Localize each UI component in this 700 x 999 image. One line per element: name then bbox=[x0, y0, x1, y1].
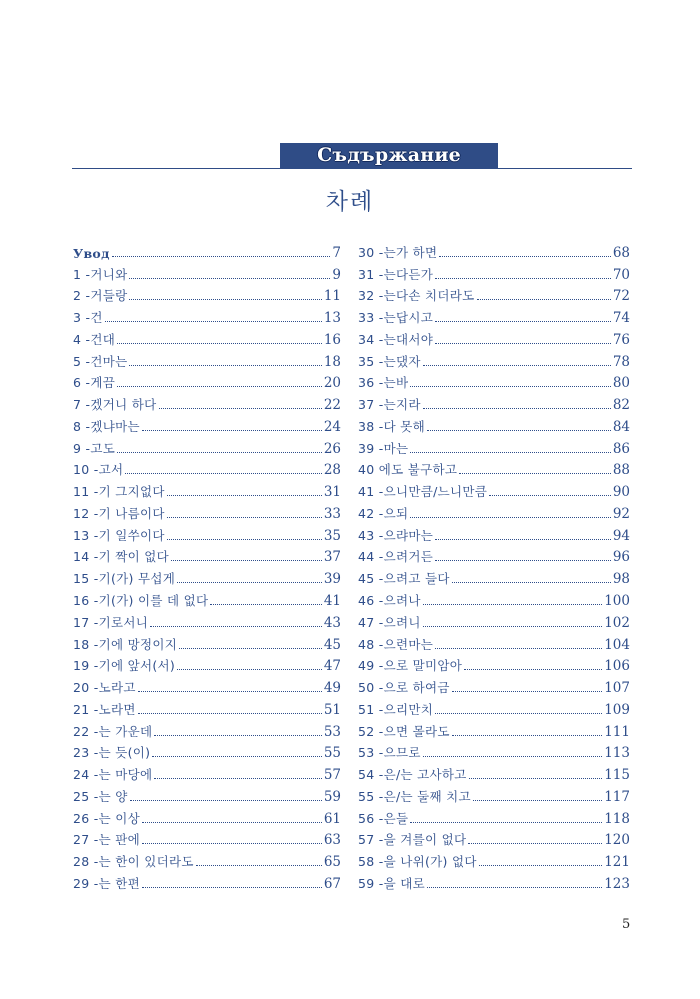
toc-entry bbox=[73, 827, 341, 849]
toc-entry-title: 40 에도 불구하고 bbox=[358, 462, 458, 478]
toc-entry-title: 34 -는대서야 bbox=[358, 331, 434, 347]
toc-entry-title: 35 -는댔자 bbox=[358, 353, 421, 369]
toc-entry-title: 31 -는다든가 bbox=[358, 266, 434, 282]
toc-entry bbox=[358, 761, 630, 783]
heading-text: Съдържание bbox=[317, 144, 461, 166]
heading-rule bbox=[72, 168, 632, 169]
toc-entry-page: 20 bbox=[323, 375, 341, 392]
toc-entry bbox=[73, 870, 341, 892]
toc-entry-title: 29 -는 한편 bbox=[73, 875, 140, 891]
toc-entry-title: 32 -는다손 치더라도 bbox=[358, 288, 475, 304]
toc-entry-page: 55 bbox=[323, 745, 341, 762]
toc-entry bbox=[358, 653, 630, 675]
toc-entry-page: 63 bbox=[323, 832, 341, 849]
toc-entry-page: 90 bbox=[612, 484, 630, 501]
toc-entry bbox=[358, 870, 630, 892]
toc-entry-title: Увод bbox=[73, 245, 110, 261]
dot-leader bbox=[130, 799, 322, 801]
toc-entry-page: 106 bbox=[604, 658, 630, 675]
toc-entry bbox=[73, 413, 341, 435]
toc-entry-page: 67 bbox=[323, 875, 341, 892]
toc-entry-title: 42 -으되 bbox=[358, 505, 409, 521]
toc-entry bbox=[358, 478, 630, 500]
toc-entry-title: 52 -으면 몰라도 bbox=[358, 723, 450, 739]
toc-entry bbox=[358, 696, 630, 718]
toc-entry-page: 31 bbox=[323, 484, 341, 501]
toc-entry-title: 56 -은들 bbox=[358, 810, 409, 826]
toc-entry-page: 92 bbox=[612, 505, 630, 522]
toc-entry bbox=[358, 565, 630, 587]
toc-entry-page: 39 bbox=[323, 571, 341, 588]
toc-entry-page: 43 bbox=[323, 614, 341, 631]
toc-entry-page: 109 bbox=[604, 701, 630, 718]
toc-entry-page: 24 bbox=[323, 418, 341, 435]
toc-entry-page: 100 bbox=[604, 593, 630, 610]
toc-entry bbox=[73, 478, 341, 500]
toc-entry bbox=[73, 435, 341, 457]
dot-leader bbox=[423, 603, 603, 605]
dot-leader bbox=[464, 668, 602, 670]
toc-entry-page: 72 bbox=[612, 288, 630, 305]
dot-leader bbox=[177, 668, 322, 670]
toc-entry-page: 47 bbox=[323, 658, 341, 675]
contents-heading bbox=[72, 143, 632, 169]
toc-entry bbox=[73, 348, 341, 370]
dot-leader bbox=[138, 712, 322, 714]
toc-entry-title: 22 -는 가운데 bbox=[73, 723, 153, 739]
toc-entry bbox=[358, 304, 630, 326]
toc-entry-title: 54 -은/는 고사하고 bbox=[358, 767, 467, 783]
toc-entry-title: 53 -으므로 bbox=[358, 745, 421, 761]
toc-entry-title: 41 -으니만큼/느니만큼 bbox=[358, 484, 488, 500]
toc-entry-title: 23 -는 듯(이) bbox=[73, 745, 151, 761]
dot-leader bbox=[423, 364, 611, 366]
toc-entry bbox=[358, 609, 630, 631]
toc-entry-page: 86 bbox=[612, 440, 630, 457]
dot-leader bbox=[489, 494, 611, 496]
dot-leader bbox=[435, 538, 611, 540]
dot-leader bbox=[423, 625, 603, 627]
toc-entry-title: 33 -는답시고 bbox=[358, 310, 434, 326]
toc-entry-page: 49 bbox=[323, 680, 341, 697]
toc-entry bbox=[73, 457, 341, 479]
contents-subheading: 차례 bbox=[325, 189, 375, 215]
dot-leader bbox=[129, 277, 330, 279]
toc-entry-title: 3 -건 bbox=[73, 310, 103, 326]
toc-entry-page: 22 bbox=[323, 397, 341, 414]
toc-entry bbox=[73, 565, 341, 587]
toc-entry-title: 9 -고도 bbox=[73, 440, 116, 456]
toc-entry-page: 18 bbox=[323, 353, 341, 370]
toc-entry-page: 82 bbox=[612, 397, 630, 414]
toc-entry bbox=[358, 457, 630, 479]
toc-entry-page: 61 bbox=[323, 810, 341, 827]
dot-leader bbox=[427, 429, 611, 431]
toc-entry bbox=[358, 718, 630, 740]
toc-entry-page: 98 bbox=[612, 571, 630, 588]
dot-leader bbox=[142, 842, 322, 844]
toc-entry-page: 57 bbox=[323, 767, 341, 784]
toc-entry-page: 35 bbox=[323, 527, 341, 544]
toc-entry-title: 27 -는 판에 bbox=[73, 832, 140, 848]
toc-entry-title: 50 -으로 하여금 bbox=[358, 680, 450, 696]
toc-entry-title: 17 -기로서니 bbox=[73, 614, 149, 630]
toc-entry-page: 113 bbox=[604, 745, 630, 762]
dot-leader bbox=[138, 690, 322, 692]
dot-leader bbox=[125, 472, 321, 474]
dot-leader bbox=[469, 777, 603, 779]
dot-leader bbox=[452, 734, 602, 736]
toc-entry bbox=[358, 391, 630, 413]
toc-entry bbox=[358, 544, 630, 566]
dot-leader bbox=[196, 864, 322, 866]
dot-leader bbox=[117, 342, 322, 344]
toc-entry-title: 36 -는바 bbox=[358, 375, 409, 391]
toc-entry-title: 5 -건마는 bbox=[73, 353, 128, 369]
toc-entry-title: 44 -으려거든 bbox=[358, 549, 434, 565]
dot-leader bbox=[142, 821, 322, 823]
toc-entry-page: 115 bbox=[604, 767, 630, 784]
toc-entry-title: 43 -으랴마는 bbox=[358, 527, 434, 543]
dot-leader bbox=[167, 538, 322, 540]
toc-entry bbox=[358, 631, 630, 653]
dot-leader bbox=[435, 712, 602, 714]
toc-entry-page: 76 bbox=[612, 331, 630, 348]
toc-entry-title: 10 -고서 bbox=[73, 462, 124, 478]
toc-entry bbox=[73, 544, 341, 566]
dot-leader bbox=[210, 603, 321, 605]
toc-entry-page: 88 bbox=[612, 462, 630, 479]
toc-entry bbox=[358, 827, 630, 849]
dot-leader bbox=[154, 734, 321, 736]
toc-entry-title: 21 -노라면 bbox=[73, 701, 136, 717]
toc-entry bbox=[73, 674, 341, 696]
dot-leader bbox=[105, 320, 322, 322]
toc-entry-page: 84 bbox=[612, 418, 630, 435]
toc-entry-title: 48 -으련마는 bbox=[358, 636, 434, 652]
toc-entry bbox=[358, 500, 630, 522]
toc-entry bbox=[73, 783, 341, 805]
toc-entry-page: 65 bbox=[323, 854, 341, 871]
toc-entry-page: 51 bbox=[323, 701, 341, 718]
toc-entry-page: 33 bbox=[323, 505, 341, 522]
dot-leader bbox=[452, 690, 602, 692]
dot-leader bbox=[171, 559, 322, 561]
toc-entry bbox=[73, 609, 341, 631]
toc-entry-title: 57 -을 겨를이 없다 bbox=[358, 832, 467, 848]
toc-entry-page: 102 bbox=[604, 614, 630, 631]
toc-entry-page: 80 bbox=[612, 375, 630, 392]
toc-entry-title: 30 -는가 하면 bbox=[358, 244, 438, 260]
toc-entry-page: 96 bbox=[612, 549, 630, 566]
toc-entry bbox=[73, 631, 341, 653]
toc-entry-title: 37 -는지라 bbox=[358, 397, 421, 413]
toc-entry-page: 118 bbox=[604, 810, 630, 827]
dot-leader bbox=[129, 298, 321, 300]
toc-entry bbox=[73, 848, 341, 870]
toc-entry-title: 1 -거니와 bbox=[73, 266, 128, 282]
dot-leader bbox=[167, 516, 322, 518]
toc-entry bbox=[73, 653, 341, 675]
toc-entry-page: 16 bbox=[323, 331, 341, 348]
toc-entry-page: 121 bbox=[604, 854, 630, 871]
toc-entry-page: 117 bbox=[604, 788, 630, 805]
toc-entry-title: 38 -다 못해 bbox=[358, 418, 425, 434]
toc-entry-page: 26 bbox=[323, 440, 341, 457]
toc-entry bbox=[73, 696, 341, 718]
dot-leader bbox=[423, 755, 603, 757]
toc-entry-title: 6 -게끔 bbox=[73, 375, 116, 391]
toc-entry bbox=[358, 261, 630, 283]
toc-entry-title: 19 -기에 앞서(서) bbox=[73, 658, 176, 674]
dot-leader bbox=[435, 342, 611, 344]
toc-entry-title: 45 -으려고 들다 bbox=[358, 571, 450, 587]
toc-entry-title: 12 -기 나름이다 bbox=[73, 505, 165, 521]
dot-leader bbox=[435, 320, 611, 322]
toc-entry bbox=[73, 261, 341, 283]
dot-leader bbox=[167, 494, 322, 496]
dot-leader bbox=[117, 451, 322, 453]
dot-leader bbox=[435, 559, 611, 561]
dot-leader bbox=[410, 385, 610, 387]
toc-entry-title: 11 -기 그지없다 bbox=[73, 484, 165, 500]
toc-entry-title: 14 -기 짝이 없다 bbox=[73, 549, 170, 565]
dot-leader bbox=[154, 777, 321, 779]
dot-leader bbox=[410, 516, 610, 518]
dot-leader bbox=[423, 407, 611, 409]
toc-entry-page: 28 bbox=[323, 462, 341, 479]
toc-entry bbox=[358, 239, 630, 261]
dot-leader bbox=[179, 647, 322, 649]
toc-entry-title: 16 -기(가) 이를 데 없다 bbox=[73, 593, 209, 609]
toc-entry-page: 104 bbox=[604, 636, 630, 653]
toc-entry-page: 53 bbox=[323, 723, 341, 740]
dot-leader bbox=[435, 647, 602, 649]
toc-entry bbox=[73, 761, 341, 783]
dot-leader bbox=[459, 472, 611, 474]
toc-entry-page: 120 bbox=[604, 832, 630, 849]
toc-entry-title: 4 -건대 bbox=[73, 331, 116, 347]
toc-entry bbox=[73, 283, 341, 305]
toc-entry-title: 15 -기(가) 무섭게 bbox=[73, 571, 176, 587]
toc-entry bbox=[358, 326, 630, 348]
toc-entry-title: 46 -으려나 bbox=[358, 593, 421, 609]
dot-leader bbox=[468, 842, 602, 844]
dot-leader bbox=[427, 886, 602, 888]
toc-entry bbox=[358, 370, 630, 392]
dot-leader bbox=[129, 364, 321, 366]
toc-entry-title: 8 -겠냐마는 bbox=[73, 418, 140, 434]
dot-leader bbox=[410, 451, 610, 453]
toc-entry-title: 58 -을 나위(가) 없다 bbox=[358, 854, 477, 870]
toc-entry bbox=[358, 522, 630, 544]
toc-entry-page: 94 bbox=[612, 527, 630, 544]
toc-entry bbox=[358, 848, 630, 870]
toc-entry-page: 7 bbox=[332, 244, 341, 261]
toc-entry-title: 49 -으로 말미암아 bbox=[358, 658, 463, 674]
toc-entry-page: 74 bbox=[612, 310, 630, 327]
toc-entry-page: 68 bbox=[612, 244, 630, 261]
toc-entry-page: 13 bbox=[323, 310, 341, 327]
toc-entry bbox=[73, 239, 341, 261]
toc-entry-title: 7 -겠거니 하다 bbox=[73, 397, 157, 413]
toc-entry bbox=[358, 587, 630, 609]
toc-entry-title: 25 -는 양 bbox=[73, 788, 128, 804]
toc-entry bbox=[358, 740, 630, 762]
toc-entry-title: 20 -노라고 bbox=[73, 680, 136, 696]
dot-leader bbox=[439, 255, 610, 257]
toc-entry-title: 18 -기에 망정이지 bbox=[73, 636, 178, 652]
dot-leader bbox=[142, 429, 322, 431]
toc-entry bbox=[358, 348, 630, 370]
dot-leader bbox=[142, 886, 322, 888]
dot-leader bbox=[452, 581, 611, 583]
toc-entry-page: 41 bbox=[323, 593, 341, 610]
dot-leader bbox=[479, 864, 602, 866]
toc-entry-title: 51 -으리만치 bbox=[358, 701, 434, 717]
toc-entry-title: 28 -는 한이 있더라도 bbox=[73, 854, 194, 870]
toc-column-left bbox=[73, 239, 341, 892]
toc-column-right bbox=[358, 239, 630, 892]
toc-entry bbox=[73, 718, 341, 740]
toc-entry-page: 45 bbox=[323, 636, 341, 653]
toc-entry-page: 107 bbox=[604, 680, 630, 697]
toc-entry bbox=[73, 805, 341, 827]
toc-entry-page: 59 bbox=[323, 788, 341, 805]
toc-entry bbox=[73, 304, 341, 326]
toc-entry-title: 24 -는 마당에 bbox=[73, 767, 153, 783]
toc-entry bbox=[73, 740, 341, 762]
dot-leader bbox=[112, 255, 331, 257]
toc-entry-title: 2 -거들랑 bbox=[73, 288, 128, 304]
toc-entry-title: 39 -마는 bbox=[358, 440, 409, 456]
page-number: 5 bbox=[622, 917, 631, 932]
toc-entry-page: 78 bbox=[612, 353, 630, 370]
dot-leader bbox=[473, 799, 602, 801]
dot-leader bbox=[117, 385, 322, 387]
toc-entry-page: 37 bbox=[323, 549, 341, 566]
toc-entry-title: 55 -은/는 둘째 치고 bbox=[358, 788, 471, 804]
dot-leader bbox=[152, 755, 321, 757]
toc-entry bbox=[358, 435, 630, 457]
toc-entry bbox=[358, 783, 630, 805]
toc-entry bbox=[73, 522, 341, 544]
dot-leader bbox=[177, 581, 322, 583]
toc-entry bbox=[358, 413, 630, 435]
dot-leader bbox=[435, 277, 611, 279]
toc-entry-page: 123 bbox=[604, 875, 630, 892]
toc-entry bbox=[73, 500, 341, 522]
toc-entry-page: 11 bbox=[323, 288, 341, 305]
toc-entry-title: 47 -으려니 bbox=[358, 614, 421, 630]
dot-leader bbox=[410, 821, 602, 823]
dot-leader bbox=[159, 407, 322, 409]
toc-entry bbox=[358, 674, 630, 696]
toc-entry-page: 111 bbox=[604, 723, 630, 740]
toc-entry bbox=[73, 326, 341, 348]
toc-entry-title: 26 -는 이상 bbox=[73, 810, 140, 826]
toc-entry-title: 59 -을 대로 bbox=[358, 875, 425, 891]
toc-entry bbox=[358, 805, 630, 827]
toc-entry-title: 13 -기 일쑤이다 bbox=[73, 527, 165, 543]
toc-entry bbox=[73, 391, 341, 413]
toc-entry-page: 70 bbox=[612, 266, 630, 283]
dot-leader bbox=[150, 625, 322, 627]
toc-entry bbox=[73, 587, 341, 609]
toc-entry bbox=[358, 283, 630, 305]
toc-entry bbox=[73, 370, 341, 392]
toc-entry-page: 9 bbox=[332, 266, 341, 283]
dot-leader bbox=[477, 298, 611, 300]
